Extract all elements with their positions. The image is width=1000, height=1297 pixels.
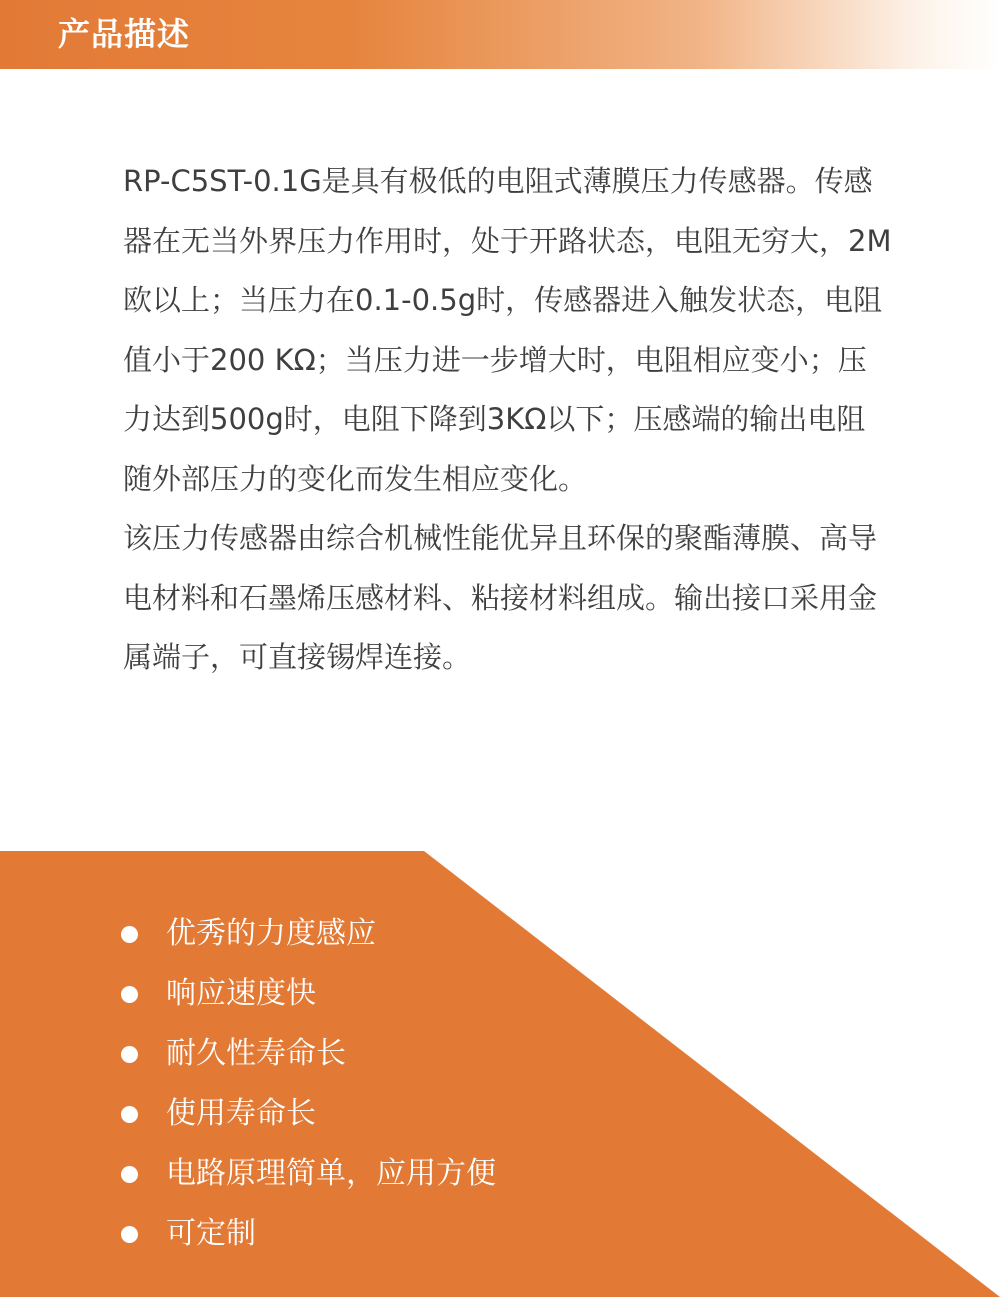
description-paragraph-1: RP-C5ST-0.1G是具有极低的电阻式薄膜压力传感器。传感器在无当外界压力作用时，处于开路状态，电阻无穷大，2M欧以上；当压力在0.1-0.5g时，传感器进入触发状态，电阻值小于200 KΩ；当压力进一步增大时，电阻相应变小；压力达到500g时，电阻下降到3KΩ以下；压感端的输出电阻随外部压力的变化而发生相应变化。 [123, 164, 892, 496]
feature-label: 电路原理简单，应用方便 [166, 1156, 496, 1191]
list-item [121, 1144, 496, 1204]
list-item [121, 1204, 496, 1264]
feature-label: 优秀的力度感应 [166, 916, 376, 951]
feature-label: 可定制 [166, 1216, 256, 1251]
bullet-dot-icon [121, 926, 138, 943]
list-item [121, 904, 496, 964]
product-description [123, 152, 893, 688]
list-item [121, 964, 496, 1024]
list-item [121, 1084, 496, 1144]
feature-list [121, 904, 496, 1264]
bullet-dot-icon [121, 986, 138, 1003]
feature-label: 响应速度快 [166, 976, 316, 1011]
bullet-dot-icon [121, 1226, 138, 1243]
bullet-dot-icon [121, 1046, 138, 1063]
list-item [121, 1024, 496, 1084]
header-bar [0, 0, 1000, 69]
description-paragraph-2: 该压力传感器由综合机械性能优异且环保的聚酯薄膜、高导电材料和石墨烯压感材料、粘接材料组成。输出接口采用金属端子，可直接锡焊连接。 [123, 521, 878, 674]
bullet-dot-icon [121, 1166, 138, 1183]
feature-label: 耐久性寿命长 [166, 1036, 346, 1071]
feature-label: 使用寿命长 [166, 1096, 316, 1131]
bullet-dot-icon [121, 1106, 138, 1123]
section-title: 产品描述 [58, 15, 191, 53]
